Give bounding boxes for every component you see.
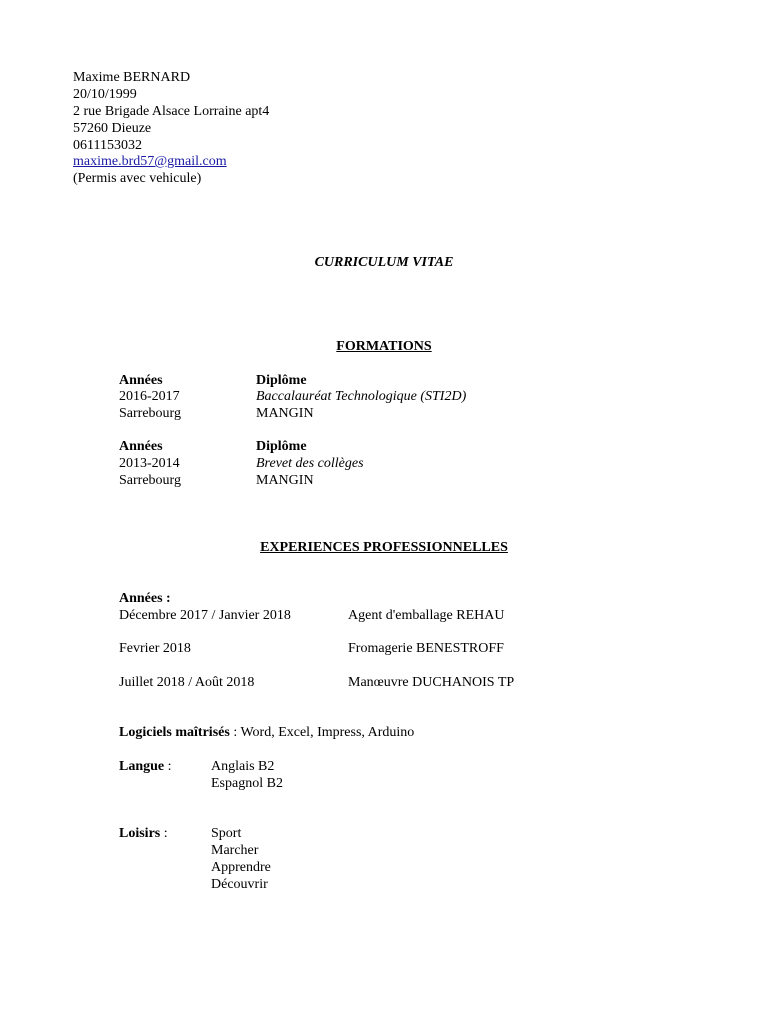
hobby-item: Sport — [211, 826, 242, 841]
birthdate: 20/10/1999 — [73, 87, 137, 102]
address-line-2: 57260 Dieuze — [73, 121, 152, 136]
languages-label: Langue — [119, 759, 165, 774]
experiences-heading: EXPERIENCES PROFESSIONNELLES — [260, 540, 508, 555]
experience-2-period: Fevrier 2018 — [119, 641, 191, 656]
software-line — [119, 724, 414, 741]
formation-2-school: MANGIN — [256, 473, 314, 488]
languages-sep: : — [164, 759, 172, 774]
hobbies-label: Loisirs — [119, 826, 161, 841]
experience-3-period: Juillet 2018 / Août 2018 — [119, 675, 255, 690]
formation-1-city: Sarrebourg — [119, 406, 181, 421]
formation-1-diploma: Baccalauréat Technologique (STI2D) — [256, 389, 467, 404]
software-label: Logiciels maîtrisés — [119, 725, 230, 740]
formations-heading: FORMATIONS — [336, 339, 432, 354]
formation-1-diploma-header: Diplôme — [256, 373, 307, 388]
formation-2-years: 2013-2014 — [119, 456, 180, 471]
hobbies-sep: : — [160, 826, 168, 841]
hobby-item: Apprendre — [211, 860, 271, 875]
candidate-name: Maxime BERNARD — [73, 70, 191, 85]
language-item: Espagnol B2 — [211, 776, 283, 791]
email-link[interactable]: maxime.brd57@gmail.com — [73, 154, 227, 169]
experiences-years-label: Années : — [119, 591, 171, 606]
language-item: Anglais B2 — [211, 759, 275, 774]
hobby-item: Marcher — [211, 843, 259, 858]
address-line-1: 2 rue Brigade Alsace Lorraine apt4 — [73, 104, 270, 119]
formation-2-city: Sarrebourg — [119, 473, 181, 488]
driving-license: (Permis avec vehicule) — [73, 171, 202, 186]
software-value: : Word, Excel, Impress, Arduino — [229, 725, 415, 740]
formation-2-diploma-header: Diplôme — [256, 439, 307, 454]
experience-2-role: Fromagerie BENESTROFF — [348, 641, 504, 656]
document-title: CURRICULUM VITAE — [314, 255, 454, 270]
hobby-item: Découvrir — [211, 877, 268, 892]
formation-2-years-header: Années — [119, 439, 163, 454]
formation-1-years: 2016-2017 — [119, 389, 180, 404]
languages-label-line — [119, 758, 172, 775]
experience-1-period: Décembre 2017 / Janvier 2018 — [119, 608, 291, 623]
formation-1-years-header: Années — [119, 373, 163, 388]
formation-2-diploma: Brevet des collèges — [256, 456, 364, 471]
formation-1-school: MANGIN — [256, 406, 314, 421]
experience-3-role: Manœuvre DUCHANOIS TP — [348, 675, 515, 690]
experience-1-role: Agent d'emballage REHAU — [348, 608, 505, 623]
phone-number: 0611153032 — [73, 138, 142, 153]
hobbies-label-line — [119, 825, 168, 842]
